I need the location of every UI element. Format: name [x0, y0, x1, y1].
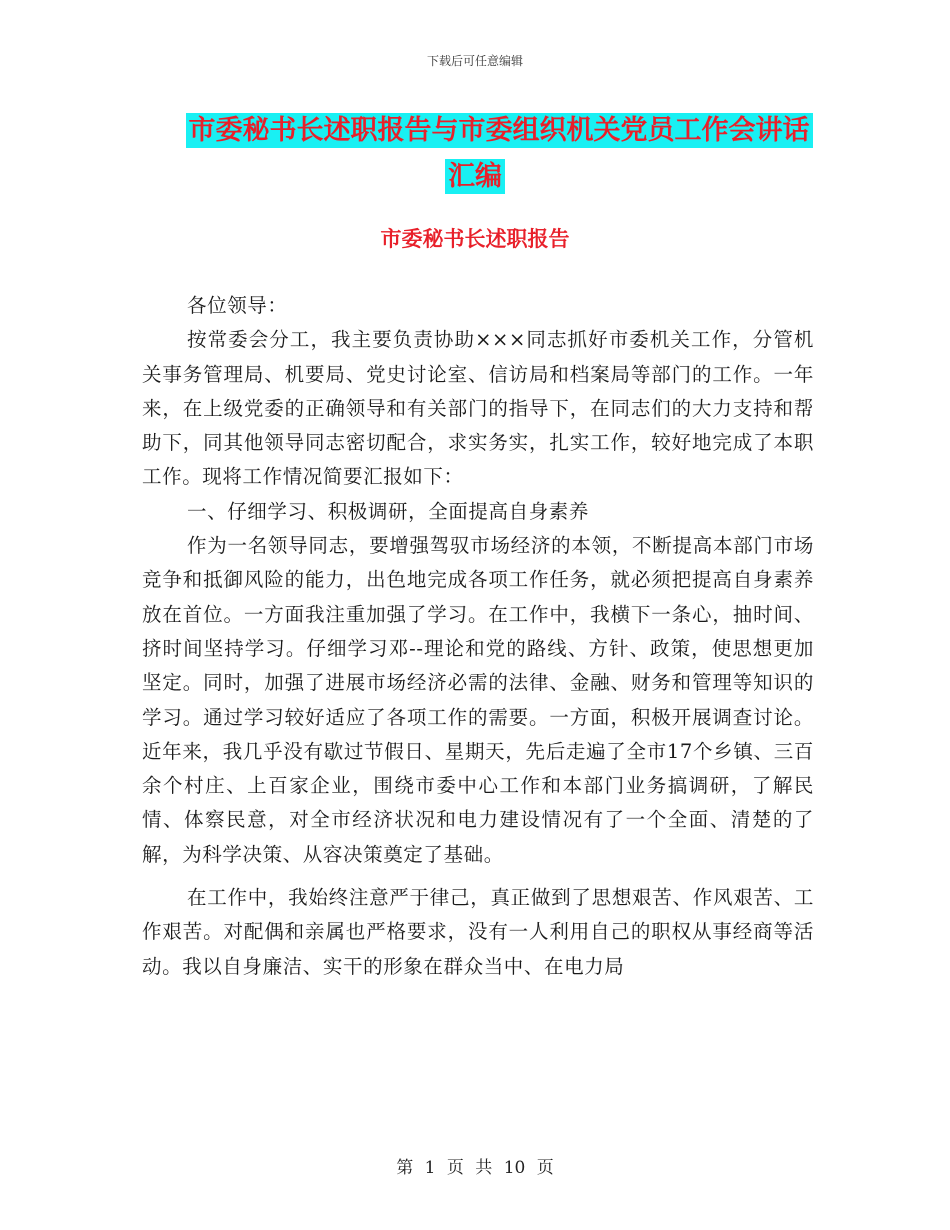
subsection-heading: 一、仔细学习、积极调研，全面提高自身素养 [187, 499, 590, 523]
salutation: 各位领导： [187, 294, 288, 317]
page-number: 第 1 页 共 10 页 [396, 1158, 554, 1178]
paragraph: 作为一名领导同志，要增强驾驭市场经济的本领，不断提高本部门市场竞争和抵御风险的能力，出色地完成各项工作任务，就必须把提高自身素养放在首位。一方面我注重加强了学习。在工作中，我横下一条心，抽时间、挤时间坚持学习。仔细学习邓--理论和党的路线、方针、政策，使思想更加坚定。同时，加强了进展市场经济必需的法律、金融、财务和管理等知识的学习。通过学习较好适应了各项工作的需要。一方面，积极开展调查讨论。近年来，我几乎没有歇过节假日、星期天，先后走遍了全市17个乡镇、三百余个村庄、上百家企业，围绕市委中心工作和本部门业务搞调研，了解民情、体察民意，对全市经济状况和电力建设情况有了一个全面、清楚的了解，为科学决策、从容决策奠定了基础。 [142, 534, 814, 866]
document-title-line-1: 市委秘书长述职报告与市委组织机关党员工作会讲话 [186, 113, 813, 148]
paragraph: 在工作中，我始终注意严于律己，真正做到了思想艰苦、作风艰苦、工作艰苦。对配偶和亲属也严格要求，没有一人利用自己的职权从事经商等活动。我以自身廉洁、实干的形象在群众当中、在电力局 [142, 886, 814, 978]
document-title-line-2: 汇编 [445, 159, 505, 194]
header-note: 下载后可任意编辑 [426, 54, 523, 68]
section-title: 市委秘书长述职报告 [380, 227, 570, 251]
document-body [142, 289, 814, 984]
document-title [0, 108, 950, 200]
paragraph: 按常委会分工，我主要负责协助×××同志抓好市委机关工作，分管机关事务管理局、机要局、党史讨论室、信访局和档案局等部门的工作。一年来，在上级党委的正确领导和有关部门的指导下，在同志们的大力支持和帮助下，同其他领导同志密切配合，求实务实，扎实工作，较好地完成了本职工作。现将工作情况简要汇报如下： [142, 328, 814, 489]
